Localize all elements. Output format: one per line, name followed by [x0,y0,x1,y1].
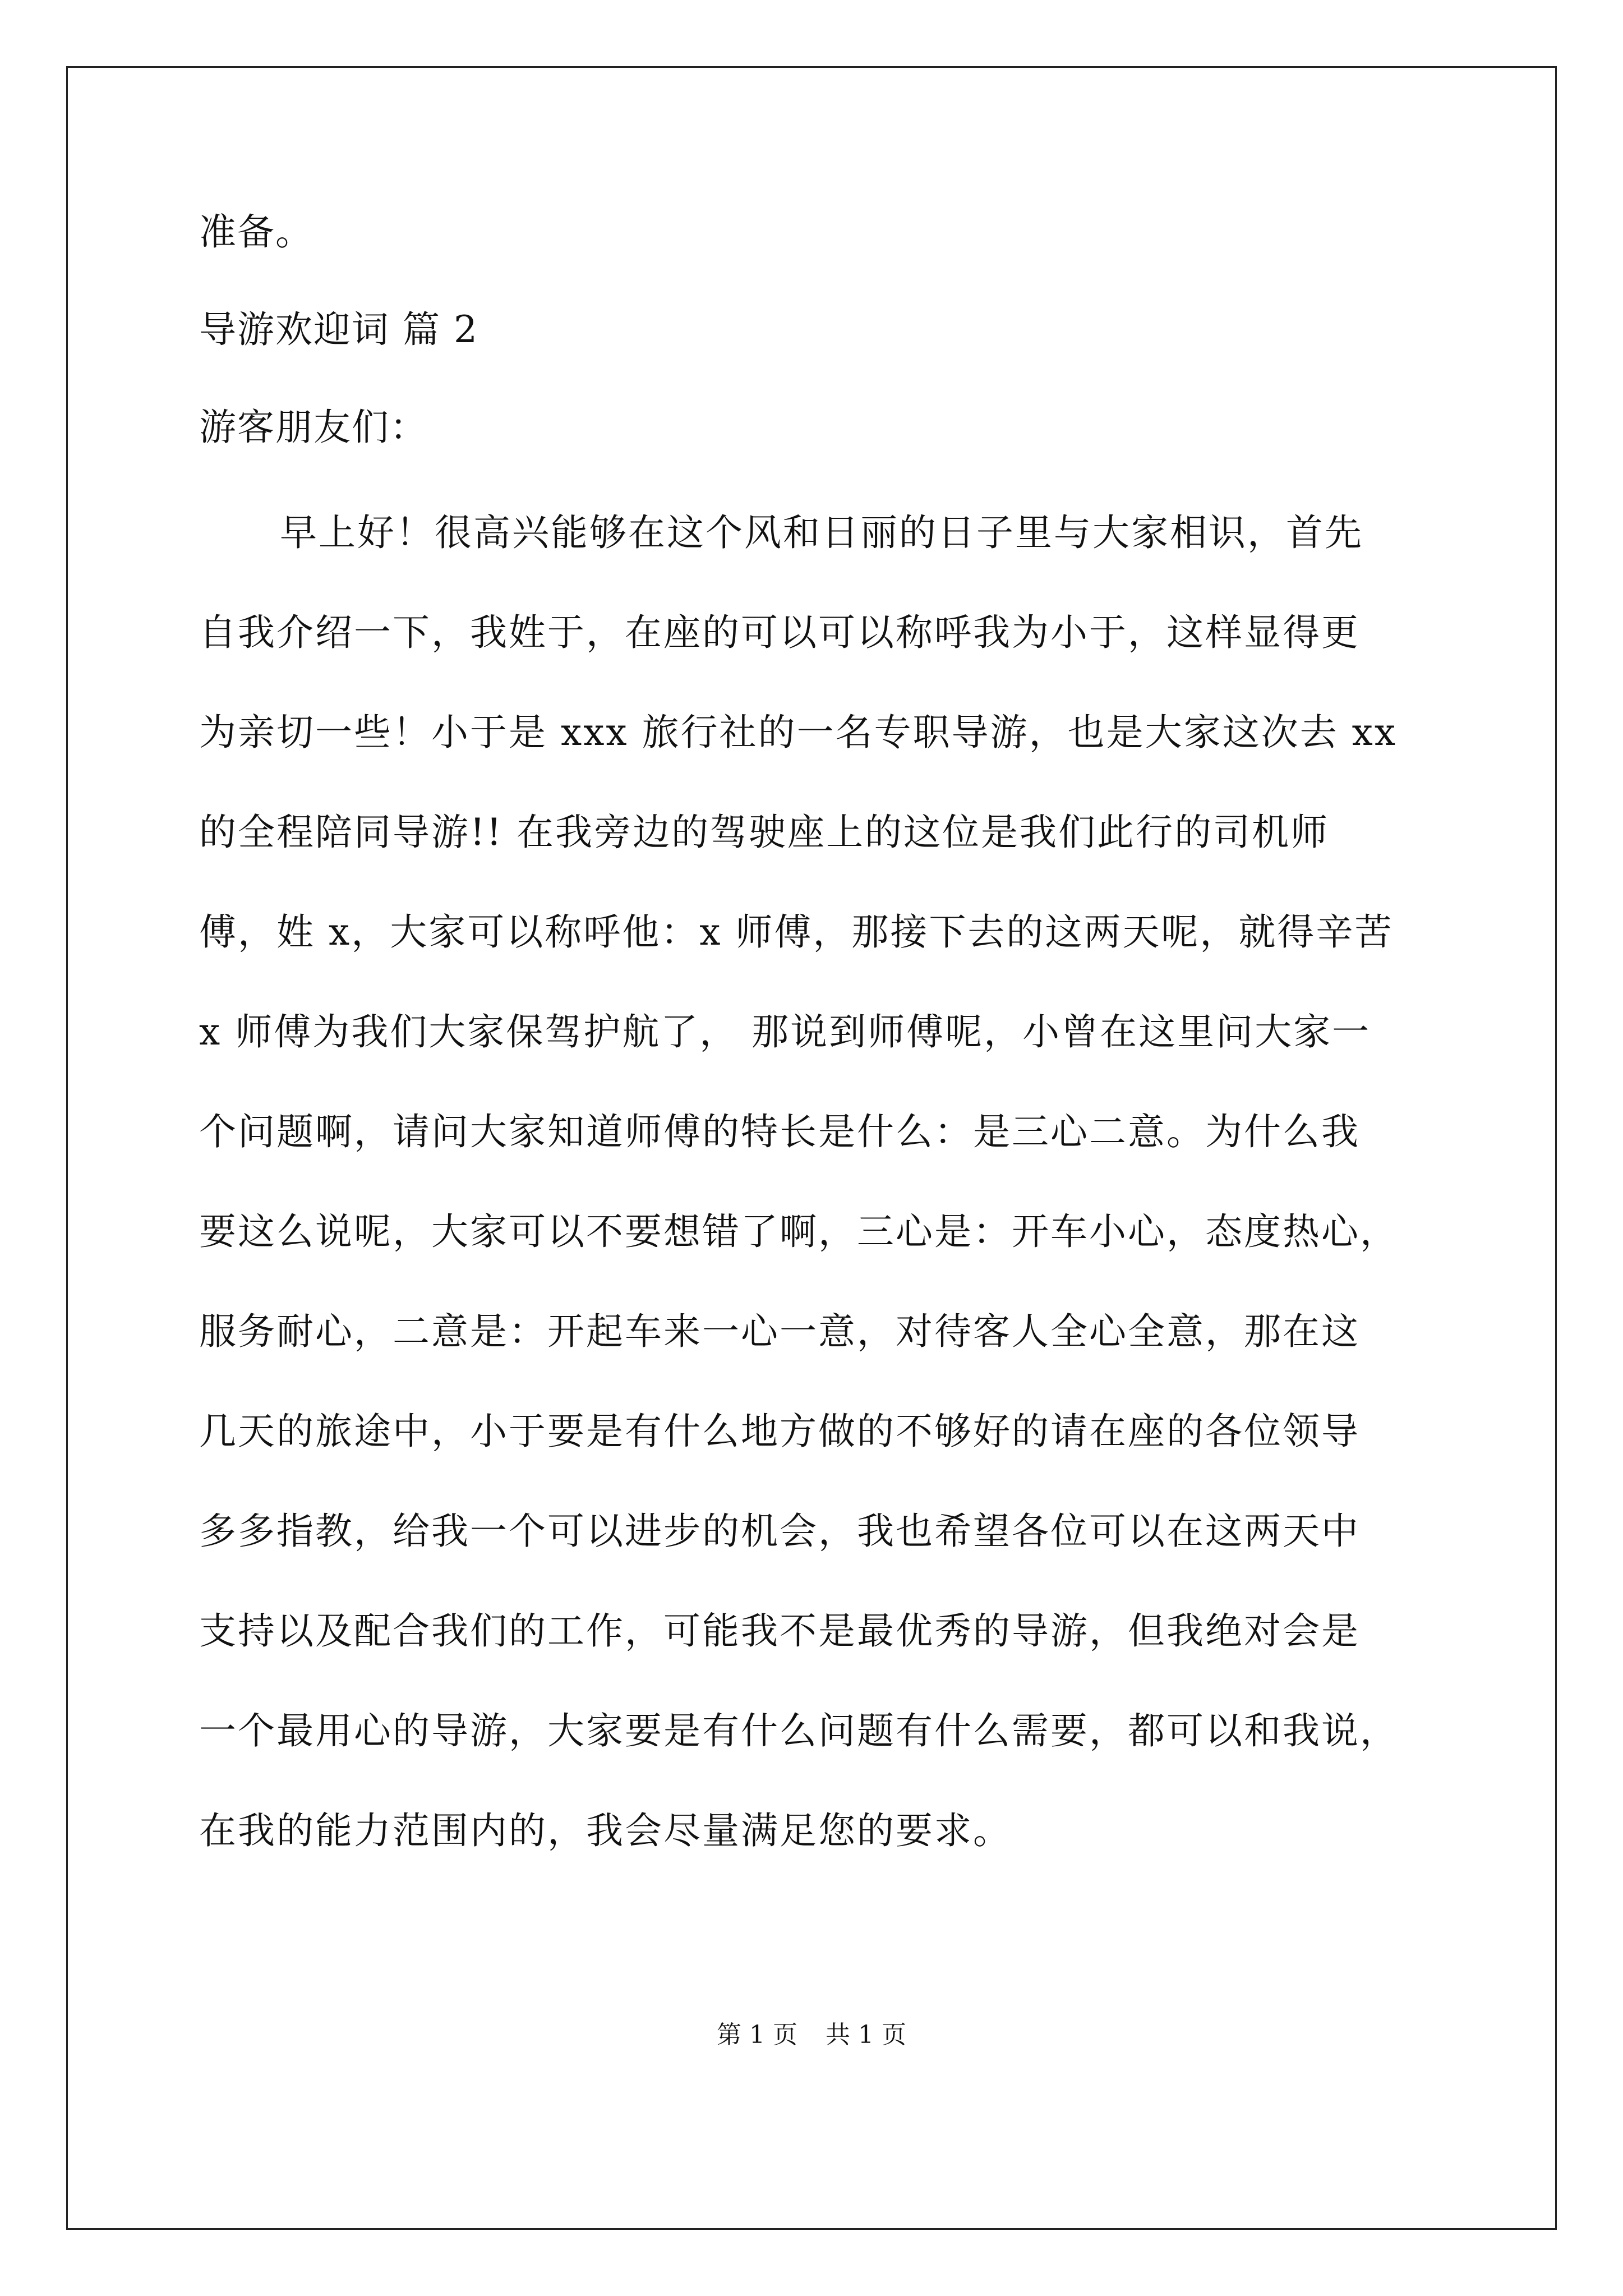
salutation: 游客朋友们： [199,406,428,449]
paragraph-line: 几天的旅途中，小于要是有什么地方做的不够好的请在座的各位领导 [199,1410,1360,1453]
paragraph-line: 在我的能力范围内的，我会尽量满足您的要求。 [199,1809,1012,1852]
welcome-paragraph [199,510,1433,1853]
page-total: 共 1 页 [826,2021,906,2049]
paragraph-line: 傅，姓 x，大家可以称呼他：x 师傅，那接下去的这两天呢，就得辛苦 [199,910,1394,954]
page-footer [0,2019,1623,2051]
paragraph-line: 个问题啊，请问大家知道师傅的特长是什么：是三心二意。为什么我 [199,1110,1360,1153]
paragraph-line: 的全程陪同导游!! 在我旁边的驾驶座上的这位是我们此行的司机师 [199,811,1330,854]
paragraph-line: 服务耐心，二意是：开起车来一心一意，对待客人全心全意，那在这 [199,1310,1360,1353]
paragraph-line: 一个最用心的导游，大家要是有什么问题有什么需要，都可以和我说， [199,1709,1399,1752]
paragraph-line: 多多指教，给我一个可以进步的机会，我也希望各位可以在这两天中 [199,1510,1360,1553]
paragraph-line: x 师傅为我们大家保驾护航了， 那说到师傅呢，小曾在这里问大家一 [199,1010,1371,1053]
top-line: 准备。 [199,210,313,254]
page-number: 第 1 页 [717,2021,797,2049]
paragraph-line: 要这么说呢，大家可以不要想错了啊，三心是：开车小心，态度热心， [199,1210,1399,1253]
paragraph-line: 支持以及配合我们的工作，可能我不是最优秀的导游，但我绝对会是 [199,1609,1360,1653]
paragraph-line: 自我介绍一下，我姓于，在座的可以可以称呼我为小于，这样显得更 [199,611,1360,654]
section-heading: 导游欢迎词 篇 2 [199,308,478,351]
paragraph-line: 早上好！很高兴能够在这个风和日丽的日子里与大家相识，首先 [280,511,1363,554]
paragraph-line: 为亲切一些！小于是 xxx 旅行社的一名专职导游，也是大家这次去 xx [199,711,1398,754]
document-body [199,210,1433,1908]
